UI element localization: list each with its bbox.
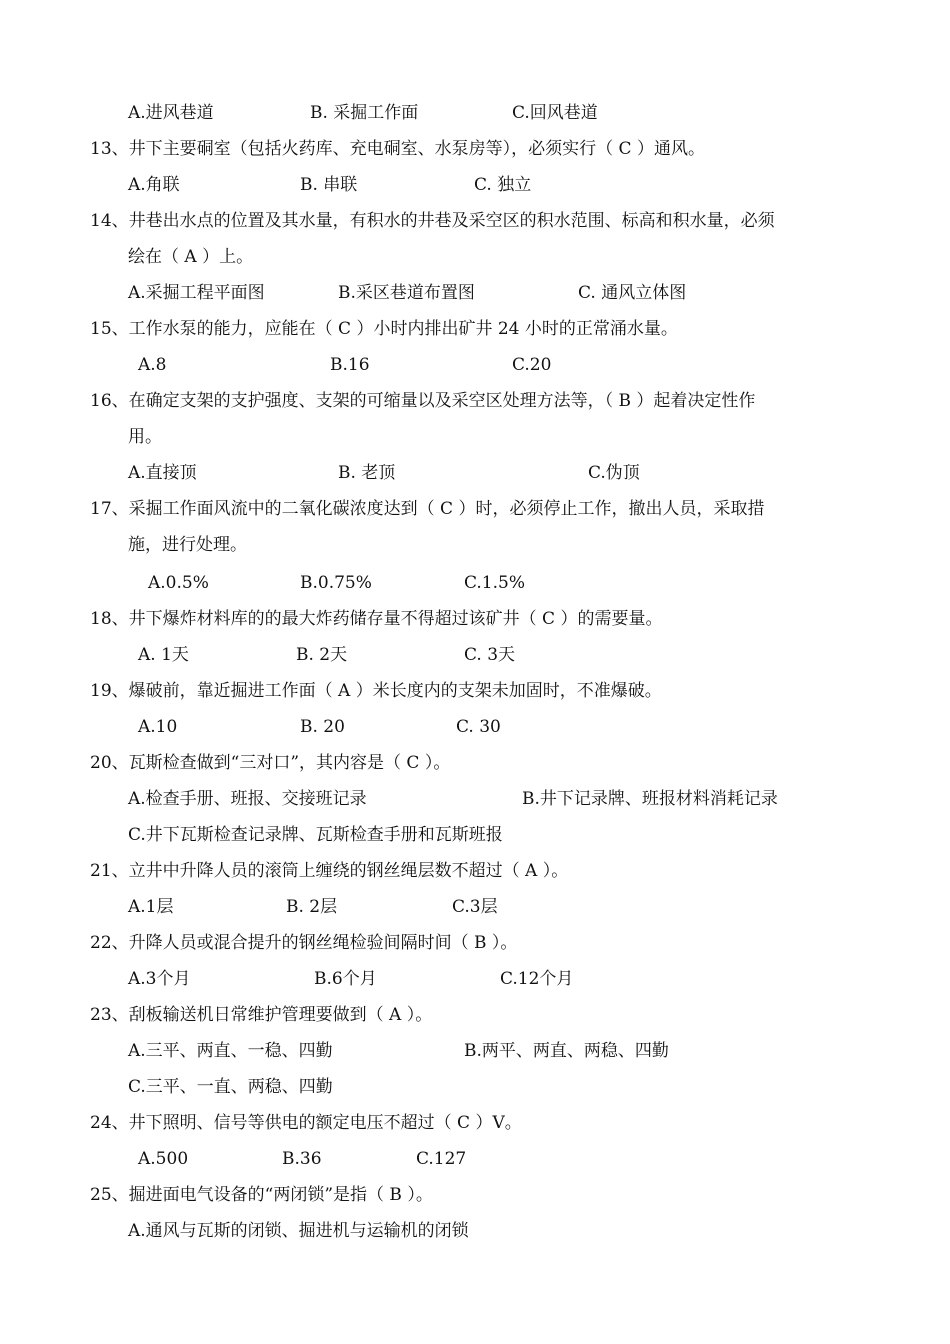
question-text: 23、刮板输送机日常维护管理要做到（ A ）。 — [90, 1005, 433, 1025]
question-continuation: 施，进行处理。 — [128, 535, 247, 555]
answer-option: C.1.5% — [464, 573, 525, 593]
question-text: 17、采掘工作面风流中的二氧化碳浓度达到（ C ）时，必须停止工作，撤出人员，采取措 — [90, 499, 765, 519]
question-text: 25、掘进面电气设备的“两闭锁”是指（ B ）。 — [90, 1185, 433, 1205]
answer-option: A.500 — [138, 1149, 189, 1169]
answer-option: A.检查手册、班报、交接班记录 — [128, 789, 367, 809]
answer-option: A.进风巷道 — [128, 103, 214, 123]
answer-option: B.井下记录牌、班报材料消耗记录 — [522, 789, 778, 809]
answer-option: A.三平、两直、一稳、四勤 — [128, 1041, 333, 1061]
answer-option: C. 通风立体图 — [578, 283, 687, 303]
answer-option: B. 20 — [300, 717, 345, 737]
question-text: 22、升降人员或混合提升的钢丝绳检验间隔时间（ B ）。 — [90, 933, 518, 953]
question-continuation: 绘在（ A ）上。 — [128, 247, 254, 267]
answer-option: C.回风巷道 — [512, 103, 598, 123]
answer-option: A.8 — [138, 355, 167, 375]
answer-option: B. 串联 — [300, 175, 358, 195]
answer-option: C.三平、一直、两稳、四勤 — [128, 1077, 333, 1097]
question-text: 18、井下爆炸材料库的的最大炸药储存量不得超过该矿井（ C ）的需要量。 — [90, 609, 663, 629]
answer-option: A.直接顶 — [128, 463, 197, 483]
answer-option: A.通风与瓦斯的闭锁、掘进机与运输机的闭锁 — [128, 1221, 469, 1241]
question-text: 24、井下照明、信号等供电的额定电压不超过（ C ）V。 — [90, 1113, 522, 1133]
question-text: 15、工作水泵的能力，应能在（ C ）小时内排出矿井 24 小时的正常涌水量。 — [90, 319, 678, 339]
answer-option: C. 3天 — [464, 645, 516, 665]
answer-option: C.井下瓦斯检查记录牌、瓦斯检查手册和瓦斯班报 — [128, 825, 503, 845]
question-continuation: 用。 — [128, 427, 162, 447]
answer-option: C.12个月 — [500, 969, 574, 989]
answer-option: C.伪顶 — [588, 463, 640, 483]
question-text: 19、爆破前，靠近掘进工作面（ A ）米长度内的支架未加固时，不准爆破。 — [90, 681, 662, 701]
answer-option: B.36 — [282, 1149, 322, 1169]
answer-option: B.0.75% — [300, 573, 372, 593]
answer-option: B. 老顶 — [338, 463, 396, 483]
answer-option: A.采掘工程平面图 — [128, 283, 265, 303]
answer-option: B. 采掘工作面 — [310, 103, 419, 123]
answer-option: A.3个月 — [128, 969, 191, 989]
answer-option: A.10 — [138, 717, 178, 737]
answer-option: C.127 — [416, 1149, 467, 1169]
answer-option: C. 30 — [456, 717, 501, 737]
answer-option: B.采区巷道布置图 — [338, 283, 475, 303]
answer-option: C.3层 — [452, 897, 498, 917]
question-text: 21、立井中升降人员的滚筒上缠绕的钢丝绳层数不超过（ A ）。 — [90, 861, 569, 881]
answer-option: C.20 — [512, 355, 552, 375]
question-text: 16、在确定支架的支护强度、支架的可缩量以及采空区处理方法等，（ B ）起着决定性作 — [90, 391, 756, 411]
question-text: 20、瓦斯检查做到“三对口”，其内容是（ C ）。 — [90, 753, 451, 773]
answer-option: B.16 — [330, 355, 370, 375]
question-text: 14、井巷出水点的位置及其水量，有积水的井巷及采空区的积水范围、标高和积水量，必须 — [90, 211, 775, 231]
answer-option: A. 1天 — [138, 645, 189, 665]
answer-option: B. 2天 — [296, 645, 348, 665]
answer-option: B.两平、两直、两稳、四勤 — [464, 1041, 669, 1061]
question-text: 13、井下主要硐室（包括火药库、充电硐室、水泵房等），必须实行（ C ）通风。 — [90, 139, 705, 159]
answer-option: A.0.5% — [148, 573, 209, 593]
answer-option: B.6个月 — [314, 969, 377, 989]
answer-option: A.角联 — [128, 175, 180, 195]
answer-option: C. 独立 — [474, 175, 532, 195]
answer-option: B. 2层 — [286, 897, 338, 917]
answer-option: A.1层 — [128, 897, 174, 917]
